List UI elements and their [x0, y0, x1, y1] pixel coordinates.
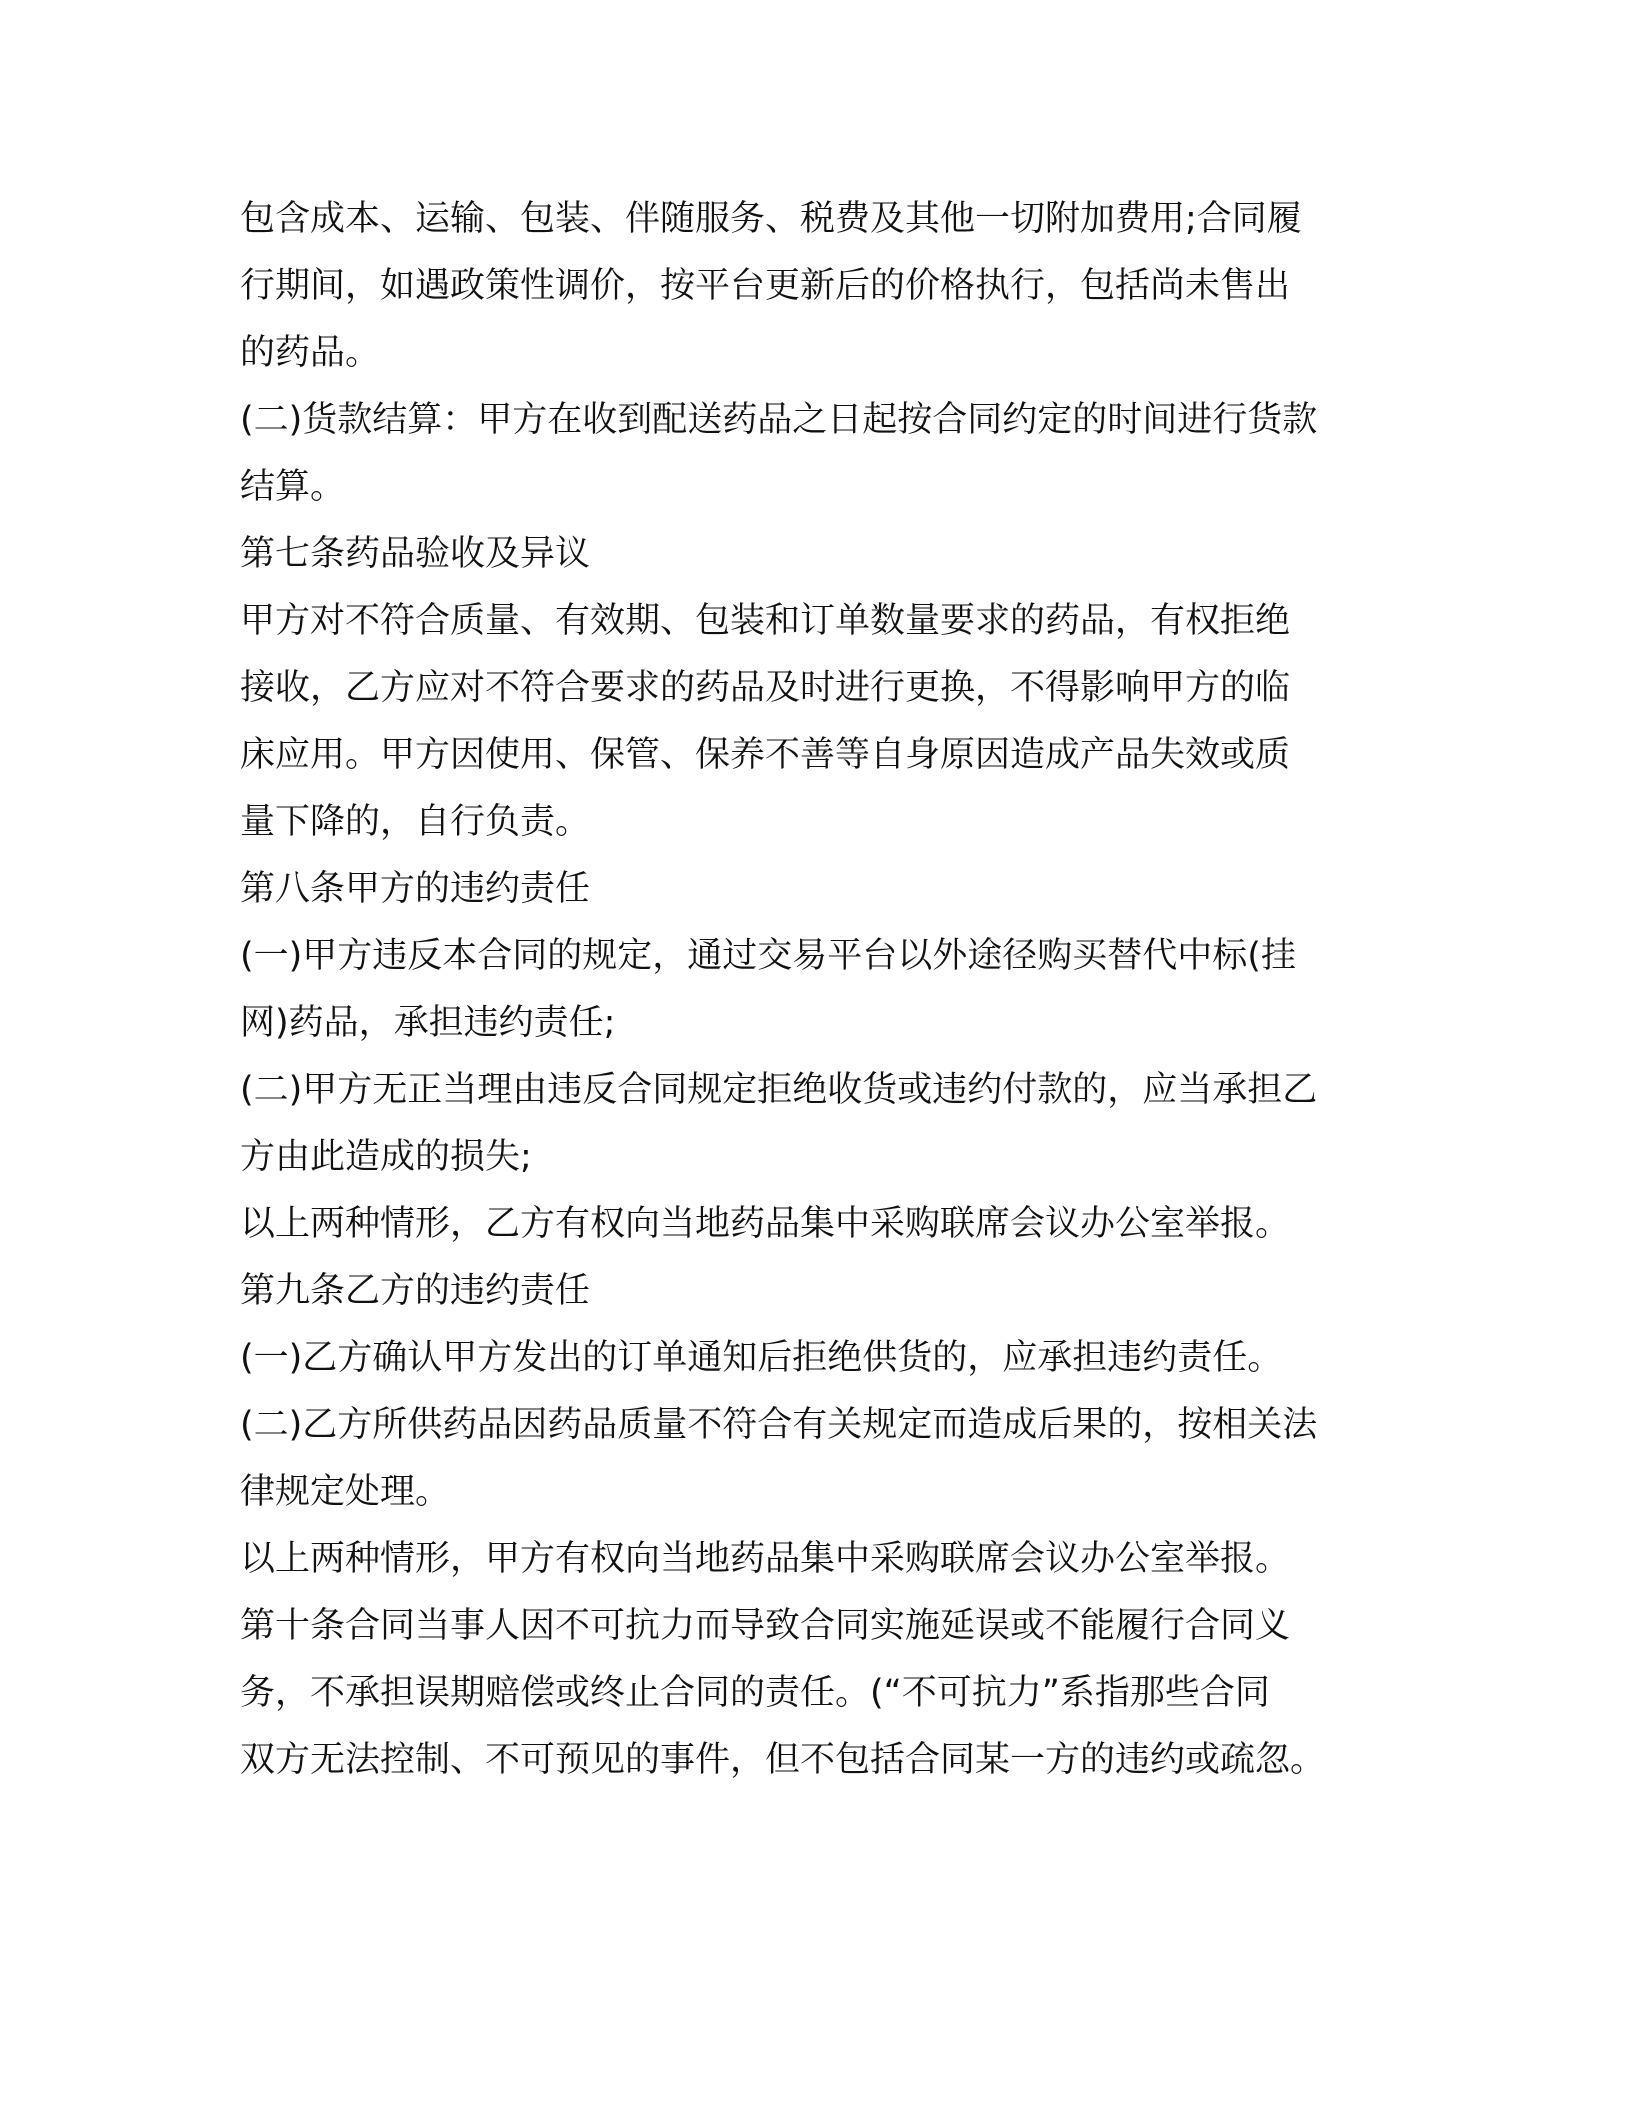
section-heading: 第八条甲方的违约责任 — [240, 869, 591, 909]
text-line: (一)甲方违反本合同的规定，通过交易平台以外途径购买替代中标(挂 — [240, 936, 1296, 976]
text-line: 结算。 — [240, 467, 346, 507]
text-line: 网)药品，承担违约责任; — [240, 1003, 616, 1043]
text-line: 量下降的，自行负责。 — [240, 802, 591, 842]
text-line: (一)乙方确认甲方发出的订单通知后拒绝供货的，应承担违约责任。 — [240, 1338, 1283, 1378]
text-line: 务，不承担误期赔偿或终止合同的责任。(“不可抗力”系指那些合同 — [240, 1673, 1270, 1713]
text-line: 甲方对不符合质量、有效期、包装和订单数量要求的药品，有权拒绝 — [240, 601, 1291, 641]
text-line: 双方无法控制、不可预见的事件，但不包括合同某一方的违约或疏忽。 — [240, 1740, 1326, 1780]
text-line: 行期间，如遇政策性调价，按平台更新后的价格执行，包括尚未售出 — [240, 266, 1291, 306]
section-heading: 第七条药品验收及异议 — [240, 534, 591, 574]
text-line: 的药品。 — [240, 333, 381, 373]
text-line: 包含成本、运输、包装、伴随服务、税费及其他一切附加费用;合同履 — [240, 199, 1302, 239]
section-heading: 第九条乙方的违约责任 — [240, 1271, 591, 1311]
text-line: 床应用。甲方因使用、保管、保养不善等自身原因造成产品失效或质 — [240, 735, 1291, 775]
text-line: (二)乙方所供药品因药品质量不符合有关规定而造成后果的，按相关法 — [240, 1405, 1318, 1445]
text-line: (二)甲方无正当理由违反合同规定拒绝收货或违约付款的，应当承担乙 — [240, 1070, 1318, 1110]
text-line: 接收，乙方应对不符合要求的药品及时进行更换，不得影响甲方的临 — [240, 668, 1291, 708]
text-line: 律规定处理。 — [240, 1472, 451, 1512]
section-heading: 第十条合同当事人因不可抗力而导致合同实施延误或不能履行合同义 — [240, 1606, 1291, 1646]
text-line: (二)货款结算：甲方在收到配送药品之日起按合同约定的时间进行货款 — [240, 400, 1318, 440]
document-body — [240, 186, 1400, 1794]
text-line: 以上两种情形，乙方有权向当地药品集中采购联席会议办公室举报。 — [240, 1204, 1291, 1244]
text-line: 以上两种情形，甲方有权向当地药品集中采购联席会议办公室举报。 — [240, 1539, 1291, 1579]
text-line: 方由此造成的损失; — [240, 1137, 532, 1177]
